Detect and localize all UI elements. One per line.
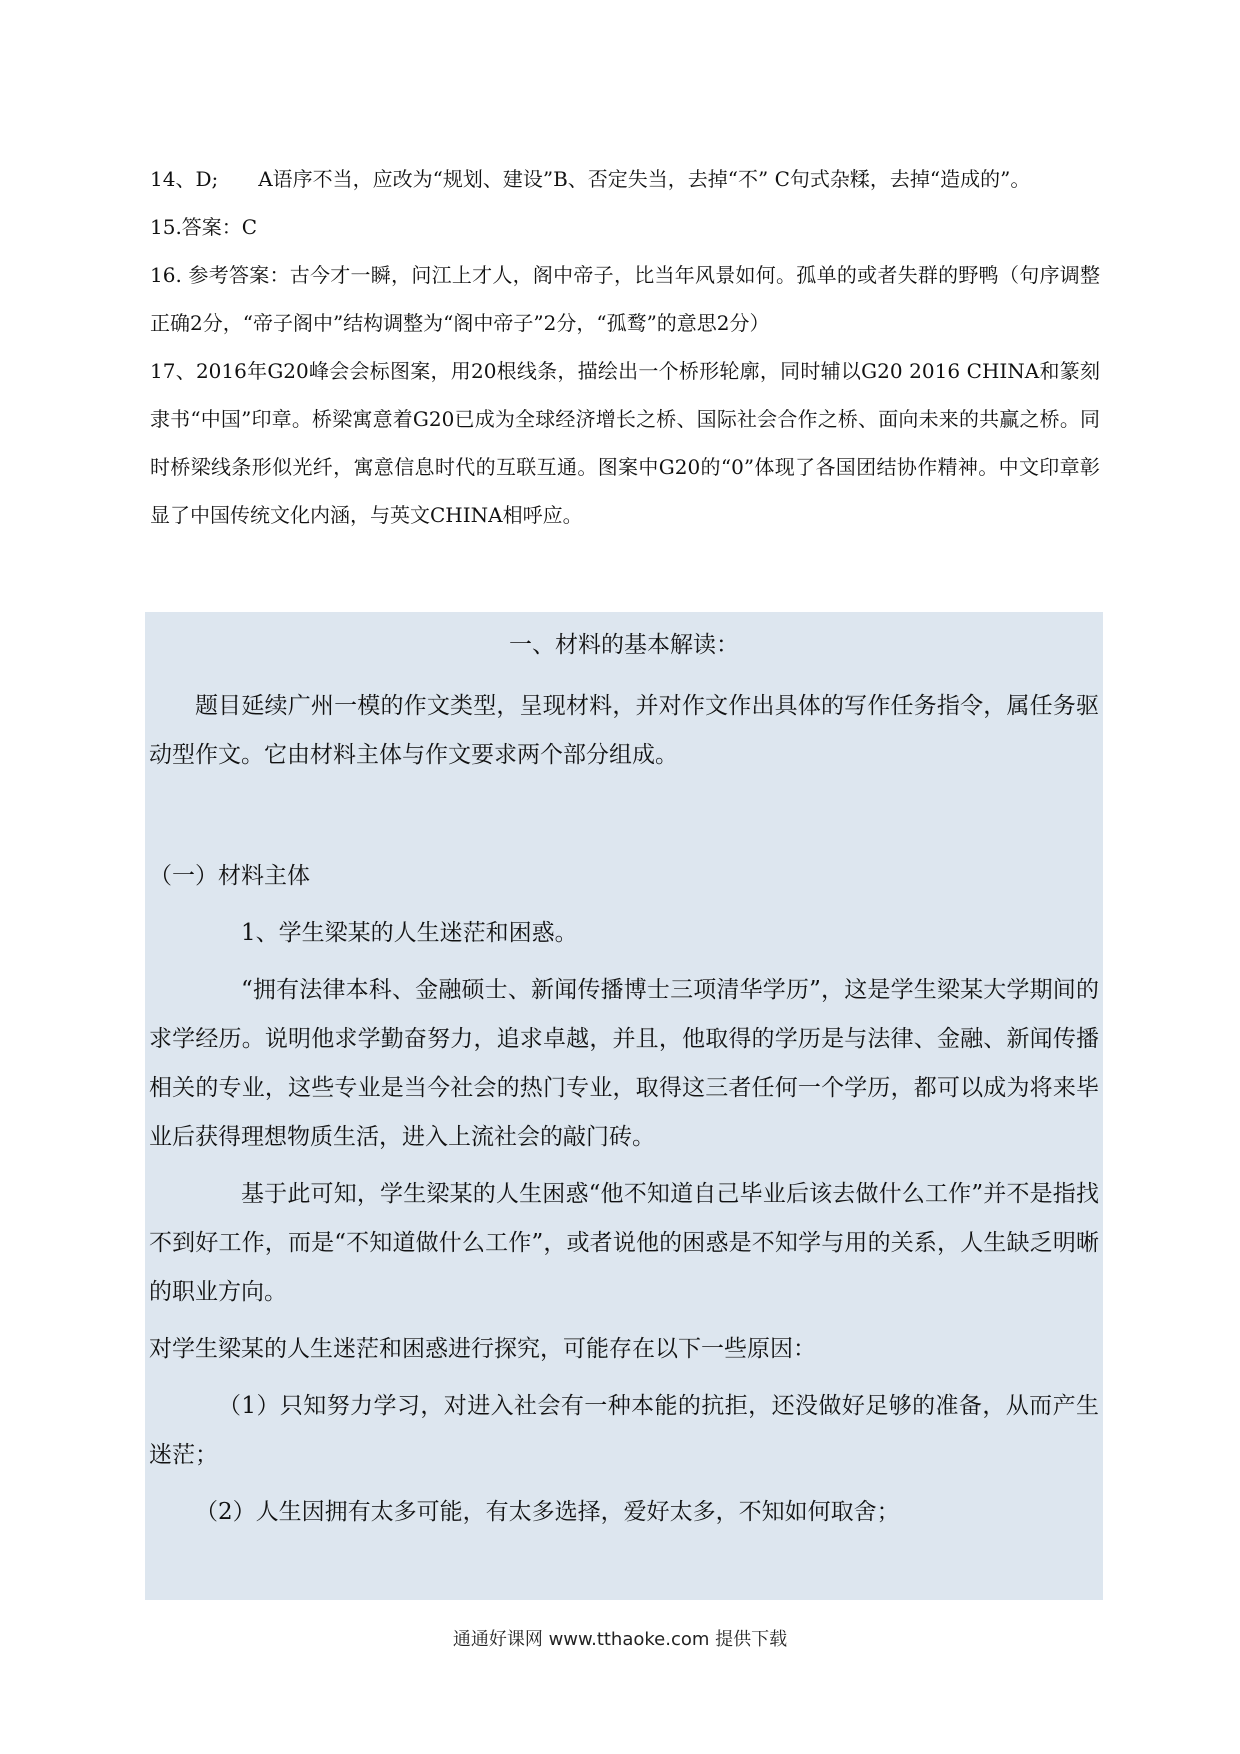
answer-q14: 14、D; A语序不当，应改为“规划、建设”B、否定失当，去掉“不” C句式杂糅，去掉“造成的”。 <box>150 167 1031 191</box>
point1-paragraph-2: 基于此可知，学生梁某的人生困惑“他不知道自己毕业后该去做什么工作”并不是指找不到好工作，而是“不知道做什么工作”，或者说他的困惑是不知学与用的关系，人生缺乏明晰的职业方向。 <box>149 1181 1099 1305</box>
causes-intro: 对学生梁某的人生迷茫和困惑进行探究，可能存在以下一些原因： <box>149 1336 816 1362</box>
answer-q17: 17、2016年G20峰会会标图案，用20根线条，描绘出一个桥形轮廓，同时辅以G20 2016 CHINA和篆刻隶书“中国”印章。桥梁寓意着G20已成为全球经济增长之桥、国际社会合作之桥、面向未来的共赢之桥。同时桥梁线条形似光纤，寓意信息时代的互联互通。图案中G20的“0”体现了各国团结协作精神。中文印章彰显了中国传统文化内涵，与英文CHINA相呼应。 <box>150 359 1100 527</box>
answer-key-section <box>150 155 1100 539</box>
page-footer: 通通好课网 www.tthaoke.com 提供下载 <box>452 1629 788 1650</box>
material-section-heading: （一）材料主体 <box>149 863 310 889</box>
cause-1: （1）只知努力学习，对进入社会有一种本能的抗拒，还没做好足够的准备，从而产生迷茫； <box>149 1393 1099 1468</box>
point1-heading: 1、学生梁某的人生迷茫和困惑。 <box>241 920 578 946</box>
material-analysis-panel <box>145 612 1103 1600</box>
material-analysis-title: 一、材料的基本解读： <box>509 632 739 658</box>
point1-paragraph-1: “拥有法律本科、金融硕士、新闻传播博士三项清华学历”，这是学生梁某大学期间的求学经历。说明他求学勤奋努力，追求卓越，并且，他取得的学历是与法律、金融、新闻传播相关的专业，这些专业是当今社会的热门专业，取得这三者任何一个学历，都可以成为将来毕业后获得理想物质生活，进入上流社会的敲门砖。 <box>149 977 1099 1150</box>
answer-q15: 15.答案：C <box>150 215 258 239</box>
answer-q16: 16. 参考答案：古今才一瞬，问江上才人，阁中帝子，比当年风景如何。孤单的或者失群的野鸭（句序调整正确2分，“帝子阁中”结构调整为“阁中帝子”2分，“孤鹜”的意思2分） <box>150 263 1100 335</box>
cause-2: （2）人生因拥有太多可能，有太多选择，爱好太多，不知如何取舍； <box>195 1499 900 1525</box>
material-intro-paragraph: 题目延续广州一模的作文类型，呈现材料，并对作文作出具体的写作任务指令，属任务驱动型作文。它由材料主体与作文要求两个部分组成。 <box>149 693 1099 768</box>
